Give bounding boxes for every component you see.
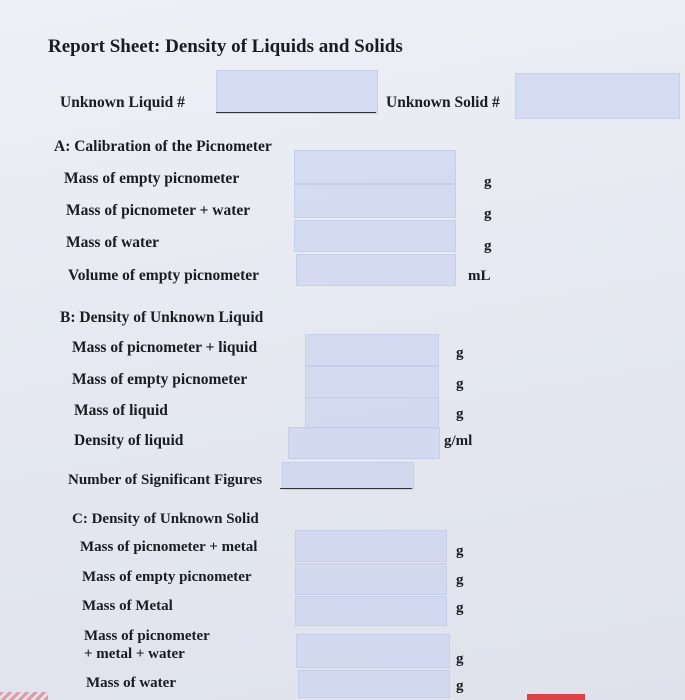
a-volume-unit: mL [468, 268, 491, 284]
c-mass-metal-field[interactable] [295, 596, 447, 626]
section-b-heading: B: Density of Unknown Liquid [60, 309, 264, 326]
sig-figs-underline [280, 488, 412, 489]
c-mass-pic-metal-water-field[interactable] [296, 634, 450, 668]
b-mass-liquid-label: Mass of liquid [74, 402, 168, 419]
c-mass-pic-metal-unit: g [456, 543, 464, 559]
b-mass-empty-field[interactable] [305, 366, 439, 398]
a-volume-field[interactable] [296, 254, 456, 286]
report-title: Report Sheet: Density of Liquids and Solids [48, 36, 403, 57]
c-mass-water-label: Mass of water [86, 675, 176, 691]
c-mass-empty-field[interactable] [295, 563, 447, 595]
unknown-liquid-label: Unknown Liquid # [60, 94, 185, 111]
red-edge-bar [527, 694, 585, 700]
a-mass-water-label: Mass of water [66, 234, 159, 251]
c-mass-metal-unit: g [456, 600, 464, 616]
b-density-label: Density of liquid [74, 432, 184, 449]
section-c-heading: C: Density of Unknown Solid [72, 511, 259, 527]
c-mass-pic-metal-field[interactable] [295, 530, 447, 562]
a-mass-pic-water-label: Mass of picnometer + water [66, 202, 251, 219]
b-mass-liquid-unit: g [456, 406, 464, 422]
corner-mark [0, 692, 48, 700]
c-mass-water-field[interactable] [298, 670, 450, 698]
c-mass-metal-label: Mass of Metal [82, 598, 173, 614]
b-density-field[interactable] [288, 427, 440, 459]
b-mass-pic-liquid-field[interactable] [305, 334, 439, 366]
a-mass-empty-label: Mass of empty picnometer [64, 170, 240, 187]
b-density-unit: g/ml [444, 433, 473, 449]
a-mass-empty-field[interactable] [294, 150, 456, 184]
sig-figs-label: Number of Significant Figures [68, 472, 263, 488]
a-mass-empty-unit: g [484, 174, 492, 190]
c-mass-pic-metal-water-label-1: Mass of picnometer [84, 628, 210, 644]
b-mass-pic-liquid-label: Mass of picnometer + liquid [72, 339, 258, 356]
a-volume-label: Volume of empty picnometer [68, 267, 259, 284]
unknown-solid-field[interactable] [515, 73, 680, 119]
c-mass-empty-label: Mass of empty picnometer [82, 569, 252, 585]
c-mass-pic-metal-water-label-2: + metal + water [84, 646, 185, 662]
sig-figs-field[interactable] [282, 462, 414, 490]
b-mass-empty-unit: g [456, 376, 464, 392]
b-mass-pic-liquid-unit: g [456, 345, 464, 361]
unknown-solid-label: Unknown Solid # [386, 94, 500, 111]
a-mass-water-unit: g [484, 238, 492, 254]
b-mass-empty-label: Mass of empty picnometer [72, 371, 248, 388]
a-mass-water-field[interactable] [294, 220, 456, 252]
a-mass-pic-water-field[interactable] [294, 184, 456, 218]
section-a-heading: A: Calibration of the Picnometer [54, 138, 272, 155]
c-mass-pic-metal-label: Mass of picnometer + metal [80, 539, 258, 555]
c-mass-pic-metal-water-unit: g [456, 651, 464, 667]
unknown-liquid-underline [216, 112, 376, 113]
c-mass-water-unit: g [456, 678, 464, 694]
c-mass-empty-unit: g [456, 572, 464, 588]
a-mass-pic-water-unit: g [484, 206, 492, 222]
unknown-liquid-field[interactable] [216, 70, 378, 114]
b-mass-liquid-field[interactable] [305, 397, 439, 429]
